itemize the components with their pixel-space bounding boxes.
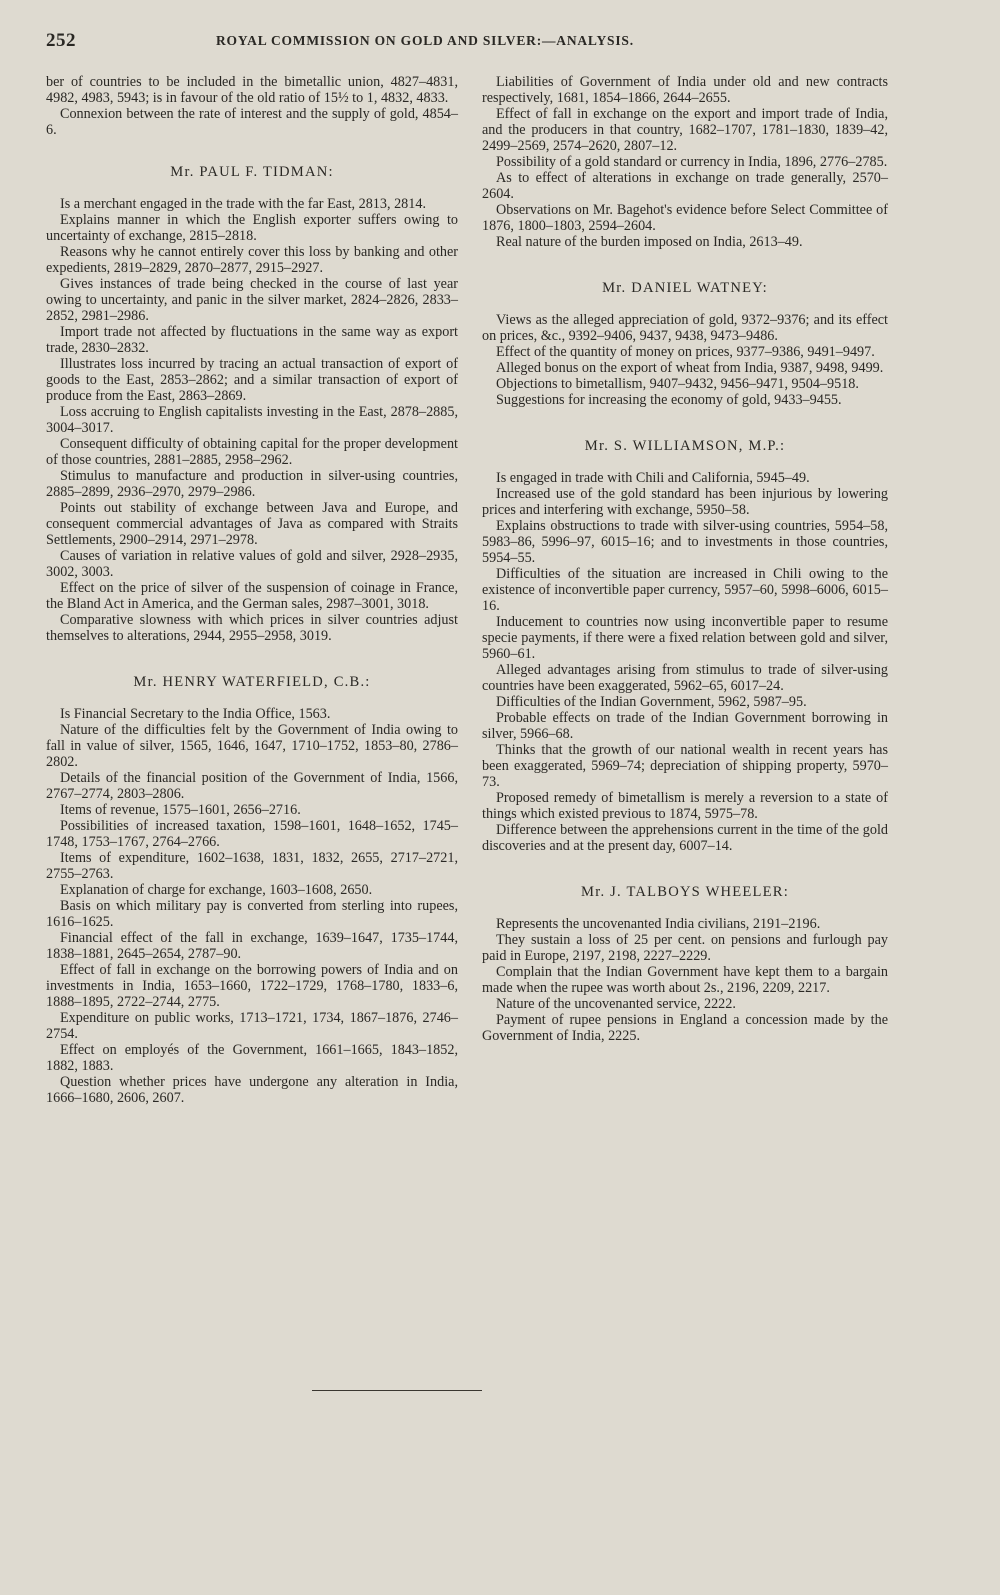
index-entry: Possibility of a gold standard or currency in India, 1896, 2776–2785. — [496, 154, 888, 170]
index-entry: Possibilities of increased taxation, 1598–1601, 1648–1652, 1745–1748, 1753–1767, 2764–2766. — [46, 818, 458, 850]
index-entry: Complain that the Indian Government have kept them to a bargain made when the rupee was worth about 2s., 2196, 2209, 2217. — [482, 964, 888, 996]
index-entry: Views as the alleged appreciation of gold, 9372–9376; and its effect on prices, &c., 9392–9406, 9437, 9438, 9473–9486. — [482, 312, 888, 344]
index-entry: Suggestions for increasing the economy of gold, 9433–9455. — [496, 392, 842, 408]
index-entry: Loss accruing to English capitalists investing in the East, 2878–2885, 3004–3017. — [46, 404, 458, 436]
index-entry: Difficulties of the situation are increased in Chili owing to the existence of inconvertible paper currency, 5957–60, 5998–6006, 6015–16. — [482, 566, 888, 614]
index-entry: Explanation of charge for exchange, 1603–1608, 2650. — [60, 882, 373, 898]
index-entry: Stimulus to manufacture and production in silver-using countries, 2885–2899, 2936–2970, 2979–2986. — [46, 468, 458, 500]
section-heading-tidman: Mr. PAUL F. TIDMAN: — [170, 164, 334, 180]
index-entry: Payment of rupee pensions in England a concession made by the Government of India, 2225. — [482, 1012, 888, 1044]
index-entry: Alleged advantages arising from stimulus to trade of silver-using countries have been exaggerated, 5962–65, 6017–24. — [482, 662, 888, 694]
index-entry: As to effect of alterations in exchange on trade generally, 2570–2604. — [482, 170, 888, 202]
running-title: ROYAL COMMISSION ON GOLD AND SILVER:—ANALYSIS. — [216, 33, 634, 48]
index-entry: Items of expenditure, 1602–1638, 1831, 1832, 2655, 2717–2721, 2755–2763. — [46, 850, 458, 882]
index-entry: Gives instances of trade being checked in the course of last year owing to uncertainty, and panic in the silver market, 2824–2826, 2833–2852, 2981–2986. — [46, 276, 458, 324]
index-entry: Effect of the quantity of money on prices, 9377–9386, 9491–9497. — [496, 344, 875, 360]
index-entry: Effect of fall in exchange on the export and import trade of India, and the producers in that country, 1682–1707, 1781–1830, 1839–42, 2499–2569, 2574–2620, 2807–12. — [482, 106, 888, 154]
index-entry: Is a merchant engaged in the trade with the far East, 2813, 2814. — [60, 196, 426, 212]
entries-waterfield — [46, 706, 458, 1106]
section-heading-waterfield: Mr. HENRY WATERFIELD, C.B.: — [133, 674, 371, 690]
index-entry: Nature of the uncovenanted service, 2222. — [496, 996, 736, 1012]
index-entry: Represents the uncovenanted India civilians, 2191–2196. — [496, 916, 821, 932]
section-divider — [312, 1390, 482, 1391]
index-entry: Thinks that the growth of our national wealth in recent years has been exaggerated, 5969–74; depreciation of shipping property, 5970–73. — [482, 742, 888, 790]
index-entry: Explains manner in which the English exporter suffers owing to uncertainty of exchange, 2815–2818. — [46, 212, 458, 244]
index-entry: Alleged bonus on the export of wheat from India, 9387, 9498, 9499. — [496, 360, 884, 376]
index-entry: Observations on Mr. Bagehot's evidence before Select Committee of 1876, 1800–1803, 2594–2604. — [482, 202, 888, 234]
index-entry: Liabilities of Government of India under old and new contracts respectively, 1681, 1854–1866, 2644–2655. — [482, 74, 888, 106]
index-entry: Comparative slowness with which prices in silver countries adjust themselves to alterations, 2944, 2955–2958, 3019. — [46, 612, 458, 644]
index-entry: Points out stability of exchange between Java and Europe, and consequent commercial advantages of Java as compared with Straits Settlements, 2900–2914, 2971–2978. — [46, 500, 458, 548]
index-entry: Difference between the apprehensions current in the time of the gold discoveries and at the present day, 6007–14. — [482, 822, 888, 854]
paragraph: Connexion between the rate of interest and the supply of gold, 4854–6. — [46, 106, 458, 138]
section-heading-watney: Mr. DANIEL WATNEY: — [602, 280, 768, 296]
index-entry: Effect on employés of the Government, 1661–1665, 1843–1852, 1882, 1883. — [46, 1042, 458, 1074]
index-entry: Reasons why he cannot entirely cover this loss by banking and other expedients, 2819–2829, 2870–2877, 2915–2927. — [46, 244, 458, 276]
section-heading-williamson: Mr. S. WILLIAMSON, M.P.: — [584, 438, 786, 454]
index-entry: Expenditure on public works, 1713–1721, 1734, 1867–1876, 2746–2754. — [46, 1010, 458, 1042]
index-entry: They sustain a loss of 25 per cent. on pensions and furlough pay paid in Europe, 2197, 2198, 2227–2229. — [482, 932, 888, 964]
index-entry: Proposed remedy of bimetallism is merely a reversion to a state of things which existed previous to 1874, 5975–78. — [482, 790, 888, 822]
index-entry: Financial effect of the fall in exchange, 1639–1647, 1735–1744, 1838–1881, 2645–2654, 2787–90. — [46, 930, 458, 962]
index-entry: Effect on the price of silver of the suspension of coinage in France, the Bland Act in America, and the German sales, 2987–3001, 3018. — [46, 580, 458, 612]
index-entry: Effect of fall in exchange on the borrowing powers of India and on investments in India, 1653–1660, 1722–1729, 1768–1780, 1833–6, 1888–1895, 2722–2744, 2775. — [46, 962, 458, 1010]
page-header — [46, 30, 906, 54]
index-entry: Nature of the difficulties felt by the Government of India owing to fall in value of silver, 1565, 1646, 1647, 1710–1752, 1853–80, 2786–2802. — [46, 722, 458, 770]
index-entry: Basis on which military pay is converted from sterling into rupees, 1616–1625. — [46, 898, 458, 930]
entries-watney — [482, 312, 888, 408]
index-entry: Explains obstructions to trade with silver-using countries, 5954–58, 5983–86, 5996–97, 6015–16; and to investments in those countries, 5954–55. — [482, 518, 888, 566]
right-column — [482, 74, 888, 1044]
index-entry: Illustrates loss incurred by tracing an actual transaction of export of goods to the East, 2853–2862; and a similar transaction of export of produce from the East, 2863–2869. — [46, 356, 458, 404]
section-heading-wheeler: Mr. J. TALBOYS WHEELER: — [581, 884, 789, 900]
entries-williamson — [482, 470, 888, 854]
index-entry: Consequent difficulty of obtaining capital for the proper development of those countries, 2881–2885, 2958–2962. — [46, 436, 458, 468]
index-entry: Difficulties of the Indian Government, 5962, 5987–95. — [496, 694, 807, 710]
index-entry: Probable effects on trade of the Indian Government borrowing in silver, 5966–68. — [482, 710, 888, 742]
paragraph: ber of countries to be included in the bimetallic union, 4827–4831, 4982, 4983, 5943; is in favour of the old ratio of 15½ to 1, 4832, 4833. — [46, 74, 458, 106]
index-entry: Is Financial Secretary to the India Office, 1563. — [60, 706, 331, 722]
index-entry: Import trade not affected by fluctuations in the same way as export trade, 2830–2832. — [46, 324, 458, 356]
index-entry: Real nature of the burden imposed on India, 2613–49. — [496, 234, 803, 250]
entries-wheeler — [482, 916, 888, 1044]
index-entry: Increased use of the gold standard has been injurious by lowering prices and interfering with exchange, 5950–58. — [482, 486, 888, 518]
left-column — [46, 74, 458, 1106]
index-entry: Inducement to countries now using inconvertible paper to resume specie payments, if there were a fixed relation between gold and silver, 5960–61. — [482, 614, 888, 662]
page-number: 252 — [46, 30, 76, 51]
index-entry: Objections to bimetallism, 9407–9432, 9456–9471, 9504–9518. — [496, 376, 859, 392]
index-entry: Causes of variation in relative values of gold and silver, 2928–2935, 3002, 3003. — [46, 548, 458, 580]
index-entry: Items of revenue, 1575–1601, 2656–2716. — [60, 802, 301, 818]
index-entry: Is engaged in trade with Chili and California, 5945–49. — [496, 470, 810, 486]
entries-tidman — [46, 196, 458, 644]
index-entry: Details of the financial position of the Government of India, 1566, 2767–2774, 2803–2806. — [46, 770, 458, 802]
index-entry: Question whether prices have undergone any alteration in India, 1666–1680, 2606, 2607. — [46, 1074, 458, 1106]
